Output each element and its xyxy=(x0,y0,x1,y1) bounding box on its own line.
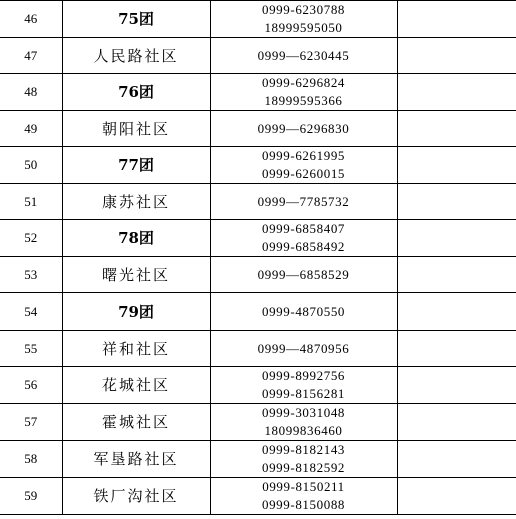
phone-cell xyxy=(210,257,397,293)
phone-cell xyxy=(210,293,397,331)
table-row xyxy=(0,147,516,184)
table-row xyxy=(0,367,516,404)
row-number: 58 xyxy=(0,441,62,478)
phone-number: 0999-6858407 xyxy=(261,221,346,236)
table-row xyxy=(0,441,516,478)
row-number: 47 xyxy=(0,38,62,74)
phone-number: 0999-8150088 xyxy=(261,497,346,512)
blank-cell xyxy=(397,74,516,111)
table-row xyxy=(0,220,516,257)
table-row xyxy=(0,257,516,293)
community-name: 铁厂沟社区 xyxy=(62,478,210,515)
community-name: 78团 xyxy=(62,220,210,257)
phone-number: 0999-6230788 xyxy=(261,2,346,17)
table-row xyxy=(0,38,516,74)
phone-number: 0999-3031048 xyxy=(261,405,346,420)
table-row xyxy=(0,293,516,331)
phone-number: 0999-6261995 xyxy=(261,148,346,163)
phone-number: 0999-6858492 xyxy=(261,239,346,254)
phone-number: 0999—6230445 xyxy=(257,47,350,63)
row-number: 59 xyxy=(0,478,62,515)
blank-cell xyxy=(397,184,516,220)
community-name: 霍城社区 xyxy=(62,404,210,441)
phone-number: 18999595366 xyxy=(264,93,343,108)
community-name: 曙光社区 xyxy=(62,257,210,293)
table-row xyxy=(0,404,516,441)
phone-number: 18099836460 xyxy=(264,423,343,438)
phone-number: 0999—4870956 xyxy=(257,340,350,356)
phone-number: 0999—7785732 xyxy=(257,193,350,209)
phone-number: 0999-8182592 xyxy=(261,460,346,475)
community-name: 77团 xyxy=(62,147,210,184)
phone-number: 0999-8992756 xyxy=(261,368,346,383)
row-number: 50 xyxy=(0,147,62,184)
phone-cell xyxy=(210,184,397,220)
phone-cell xyxy=(210,331,397,367)
community-name: 军垦路社区 xyxy=(62,441,210,478)
phone-cell xyxy=(210,404,397,441)
community-name: 76团 xyxy=(62,74,210,111)
blank-cell xyxy=(397,404,516,441)
phone-cell xyxy=(210,74,397,111)
blank-cell xyxy=(397,367,516,404)
blank-cell xyxy=(397,38,516,74)
table-row xyxy=(0,331,516,367)
blank-cell xyxy=(397,441,516,478)
phone-number: 0999-8182143 xyxy=(261,442,346,457)
phone-cell xyxy=(210,441,397,478)
row-number: 53 xyxy=(0,257,62,293)
blank-cell xyxy=(397,293,516,331)
phone-cell xyxy=(210,38,397,74)
blank-cell xyxy=(397,478,516,515)
table-row xyxy=(0,111,516,147)
row-number: 52 xyxy=(0,220,62,257)
community-name: 花城社区 xyxy=(62,367,210,404)
blank-cell xyxy=(397,220,516,257)
community-name: 康苏社区 xyxy=(62,184,210,220)
table-row xyxy=(0,184,516,220)
phone-cell xyxy=(210,111,397,147)
row-number: 55 xyxy=(0,331,62,367)
blank-cell xyxy=(397,111,516,147)
community-name: 人民路社区 xyxy=(62,38,210,74)
table-row xyxy=(0,478,516,515)
contact-table-body xyxy=(0,1,516,515)
blank-cell xyxy=(397,331,516,367)
table-row xyxy=(0,74,516,111)
row-number: 49 xyxy=(0,111,62,147)
phone-number: 0999-6260015 xyxy=(261,166,346,181)
phone-number: 0999-6296824 xyxy=(261,75,346,90)
community-name: 75团 xyxy=(62,1,210,38)
row-number: 46 xyxy=(0,1,62,38)
blank-cell xyxy=(397,257,516,293)
row-number: 48 xyxy=(0,74,62,111)
phone-cell xyxy=(210,367,397,404)
phone-number: 0999—6858529 xyxy=(257,266,350,282)
phone-cell xyxy=(210,478,397,515)
phone-number: 0999-4870550 xyxy=(261,303,346,319)
community-name: 祥和社区 xyxy=(62,331,210,367)
blank-cell xyxy=(397,147,516,184)
community-name: 朝阳社区 xyxy=(62,111,210,147)
row-number: 57 xyxy=(0,404,62,441)
phone-number: 0999-8156281 xyxy=(261,386,346,401)
phone-number: 0999-8150211 xyxy=(262,479,345,494)
phone-cell xyxy=(210,147,397,184)
row-number: 51 xyxy=(0,184,62,220)
row-number: 54 xyxy=(0,293,62,331)
phone-cell xyxy=(210,1,397,38)
table-row xyxy=(0,1,516,38)
phone-number: 0999—6296830 xyxy=(257,120,350,136)
phone-number: 18999595050 xyxy=(264,20,343,35)
blank-cell xyxy=(397,1,516,38)
community-name: 79团 xyxy=(62,293,210,331)
phone-cell xyxy=(210,220,397,257)
row-number: 56 xyxy=(0,367,62,404)
